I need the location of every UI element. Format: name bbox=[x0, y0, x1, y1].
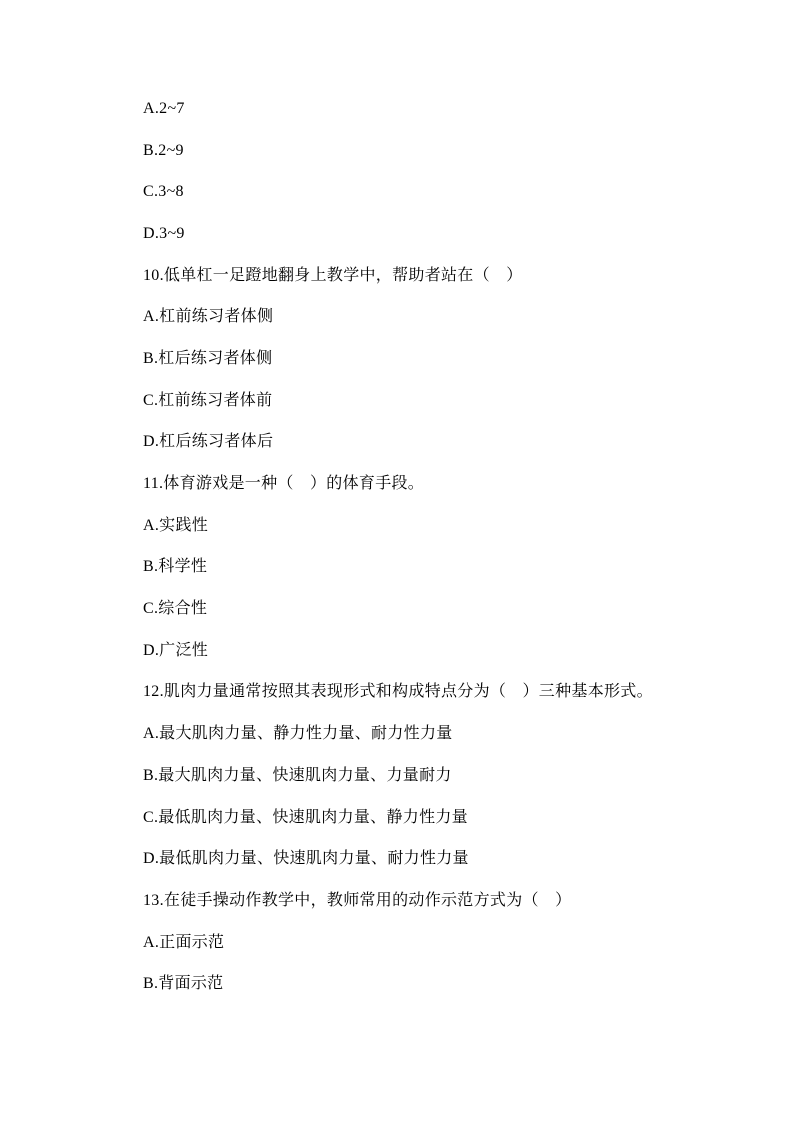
question-stem: 13.在徒手操动作教学中，教师常用的动作示范方式为（ ） bbox=[143, 891, 572, 909]
answer-option: C.最低肌肉力量、快速肌肉力量、静力性力量 bbox=[143, 808, 468, 826]
answer-option: A.实践性 bbox=[143, 516, 209, 534]
answer-option: D.杠后练习者体后 bbox=[143, 433, 274, 451]
answer-option: D.最低肌肉力量、快速肌肉力量、耐力性力量 bbox=[143, 850, 469, 868]
answer-option: B.杠后练习者体侧 bbox=[143, 349, 273, 367]
answer-option: D.3~9 bbox=[143, 224, 185, 242]
answer-option: C.杠前练习者体前 bbox=[143, 391, 273, 409]
answer-option: A.杠前练习者体侧 bbox=[143, 308, 274, 326]
answer-option: C.3~8 bbox=[143, 183, 184, 201]
answer-option: A.最大肌肉力量、静力性力量、耐力性力量 bbox=[143, 725, 453, 743]
answer-option: B.2~9 bbox=[143, 141, 184, 159]
answer-option: A.2~7 bbox=[143, 99, 185, 117]
exam-question-list bbox=[143, 88, 703, 1005]
answer-option: A.正面示范 bbox=[143, 933, 225, 951]
question-stem: 11.体育游戏是一种（ ）的体育手段。 bbox=[143, 475, 425, 493]
question-stem: 12.肌肉力量通常按照其表现形式和构成特点分为（ ）三种基本形式。 bbox=[143, 683, 653, 701]
question-stem: 10.低单杠一足蹬地翻身上教学中，帮助者站在（ ） bbox=[143, 266, 523, 284]
answer-option: D.广泛性 bbox=[143, 641, 209, 659]
answer-option: B.科学性 bbox=[143, 558, 208, 576]
answer-option: B.最大肌肉力量、快速肌肉力量、力量耐力 bbox=[143, 766, 452, 784]
answer-option: B.背面示范 bbox=[143, 975, 224, 993]
answer-option: C.综合性 bbox=[143, 600, 208, 618]
